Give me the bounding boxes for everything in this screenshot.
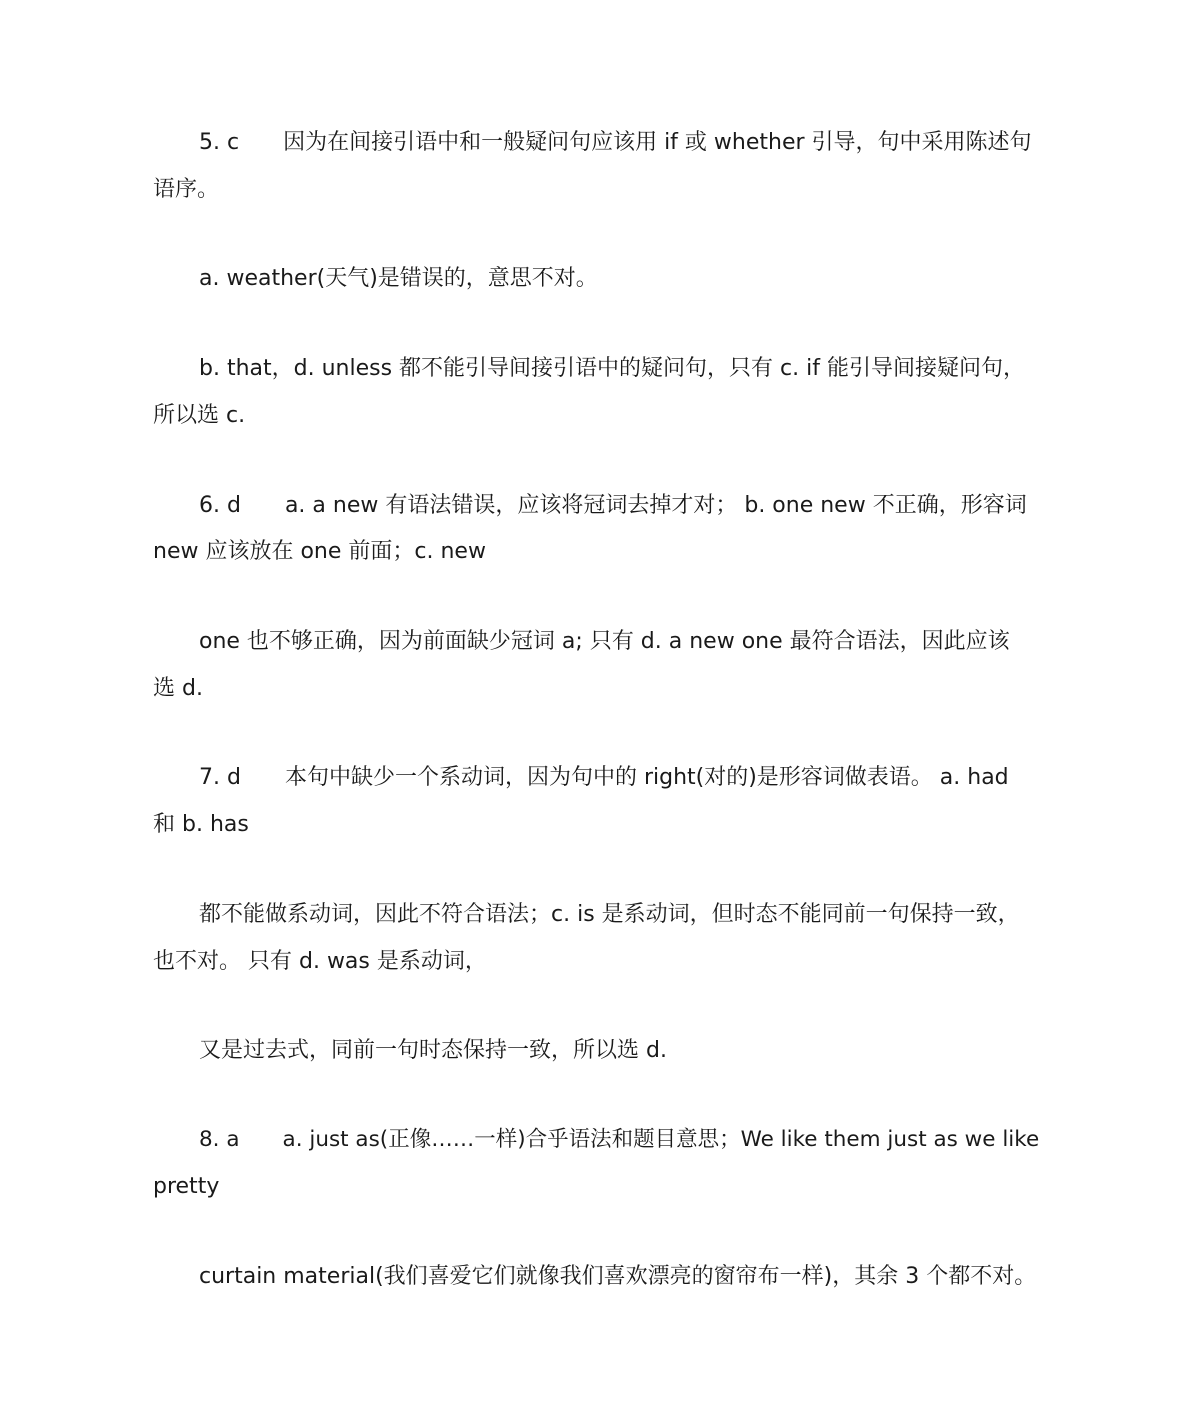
text-line: 语序。 [153,177,220,202]
text-line: 所以选 c. [153,403,246,428]
text-line: pretty [153,1174,220,1199]
text-line: 和 b. has [153,812,249,837]
text-line: 7. d 本句中缺少一个系动词，因为句中的 right(对的)是形容词做表语。 a. had [199,765,1009,790]
text-line: 又是过去式，同前一句时态保持一致，所以选 d. [199,1038,667,1063]
text-line: 都不能做系动词，因此不符合语法；c. is 是系动词，但时态不能同前一句保持一致， [199,902,1020,927]
text-line: 6. d a. a new 有语法错误，应该将冠词去掉才对； b. one new 不正确，形容词 [199,493,1027,518]
text-line: new 应该放在 one 前面；c. new [153,539,486,564]
text-line: 8. a a. just as(正像……一样)合乎语法和题目意思；We like them just as we like [199,1127,1040,1152]
text-line: a. weather(天气)是错误的，意思不对。 [199,266,598,291]
text-line: 也不对。 只有 d. was 是系动词， [153,949,487,974]
text-line: b. that，d. unless 都不能引导间接引语中的疑问句，只有 c. if 能引导间接疑问句， [199,356,1025,381]
text-line: curtain material(我们喜爱它们就像我们喜欢漂亮的窗帘布一样)，其余 3 个都不对。 [199,1264,1037,1289]
text-line: one 也不够正确，因为前面缺少冠词 a; 只有 d. a new one 最符合语法，因此应该 [199,629,1010,654]
text-line: 5. c 因为在间接引语中和一般疑问句应该用 if 或 whether 引导，句中采用陈述句 [199,130,1032,155]
text-line: 选 d. [153,676,203,701]
